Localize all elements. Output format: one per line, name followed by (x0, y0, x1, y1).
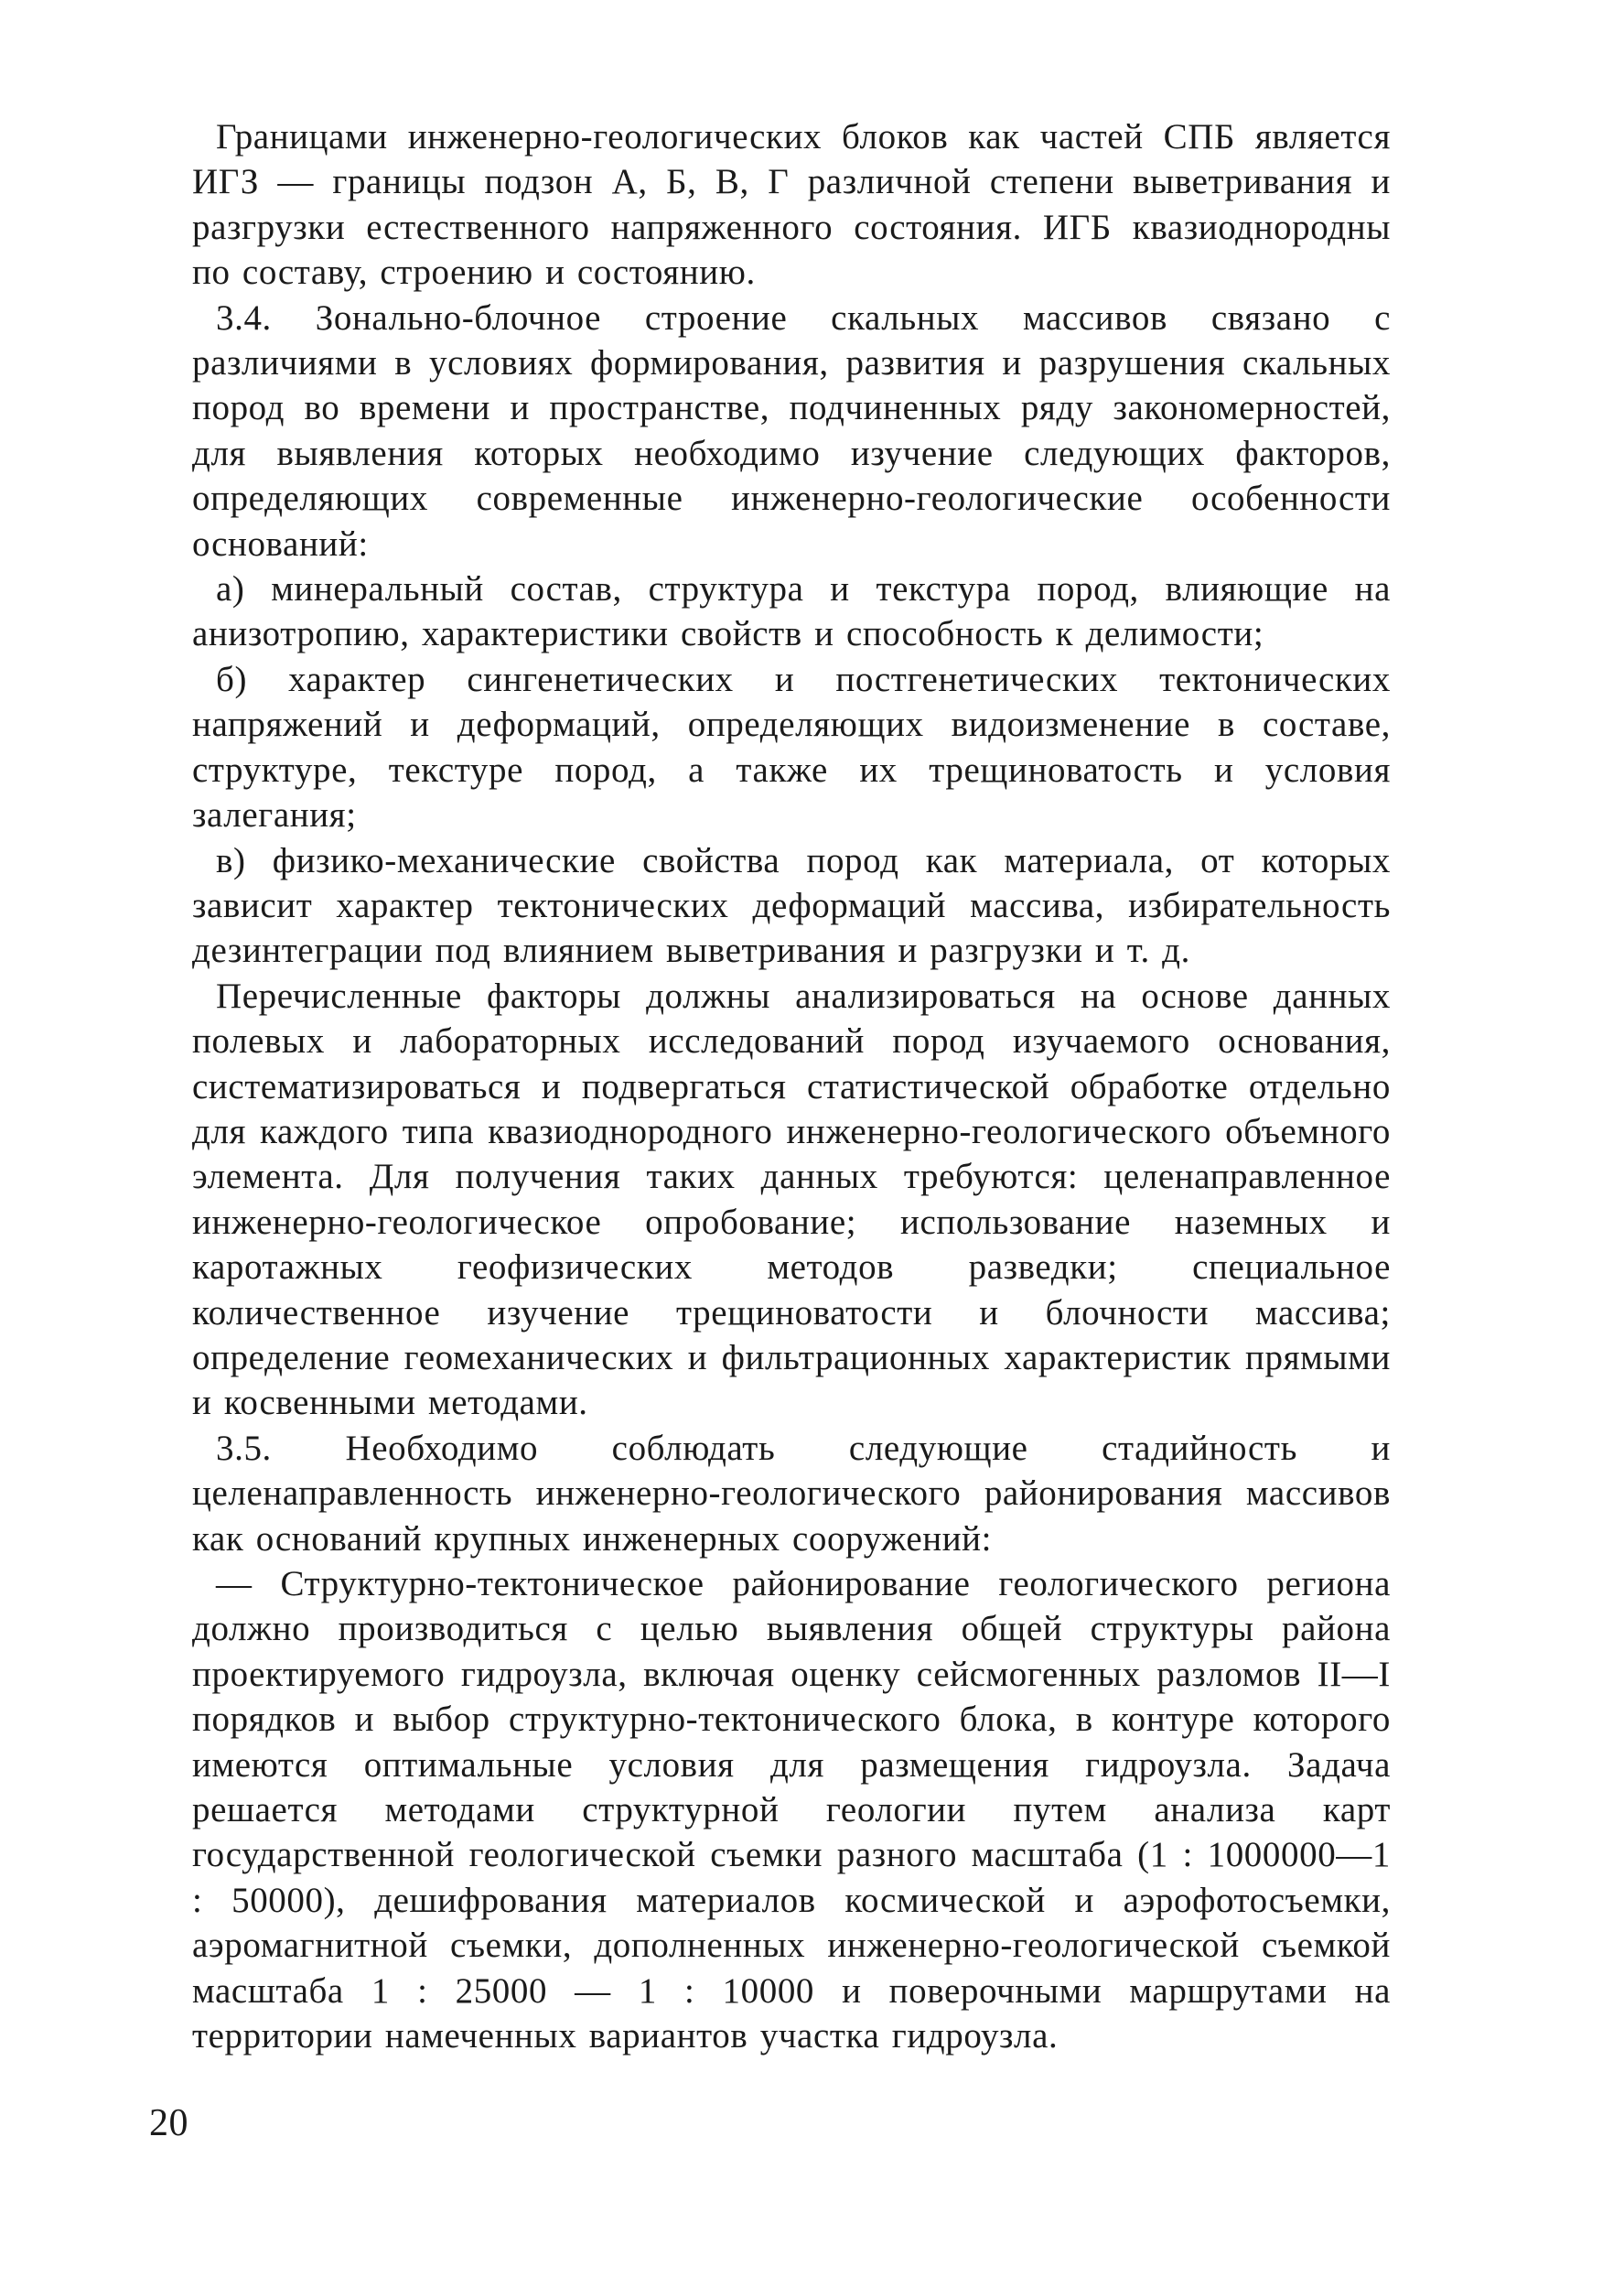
body-text (192, 114, 1391, 2058)
paragraph-3-4: 3.4. Зонально-блочное строение скальных массивов связано с различиями в условиях формирования, развития и разрушения скальных пород во времени и пространстве, подчиненных ряду закономерностей, для выявления которых необходимо изучение следующих факторов, определяющих современные инженерно-геологические особенности оснований: (192, 297, 1391, 564)
paragraph-igb-boundaries: Границами инженерно-геологических блоков как частей СПБ является ИГЗ — границы подзон А, Б, В, Г различной степени выветривания и разгрузки естественного напряженного состояния. ИГБ квазиоднородны по составу, строению и состоянию. (192, 117, 1391, 293)
paragraph-3-5: 3.5. Необходимо соблюдать следующие стадийность и целенаправленность инженерно-геологического районирования массивов как оснований крупных инженерных сооружений: (192, 1428, 1391, 1559)
paragraph-factors: Перечисленные факторы должны анализироваться на основе данных полевых и лабораторных исследований пород изучаемого основания, систематизироваться и подвергаться статистической обработке отдельно для каждого типа квазиоднородного инженерно-геологического объемного элемента. Для получения таких данных требуются: целенаправленное инженерно-геологическое опробование; использование наземных и каротажных геофизических методов разведки; специальное количественное изучение трещиноватости и блочности массива; определение геомеханических и фильтрационных характеристик прямыми и косвенными методами. (192, 976, 1391, 1423)
paragraph-structural-zoning: — Структурно-тектоническое районирование геологического региона должно производиться с целью выявления общей структуры района проектируемого гидроузла, включая оценку сейсмогенных разломов II—I порядков и выбор структурно-тектонического блока, в контуре которого имеются оптимальные условия для размещения гидроузла. Задача решается методами структурной геологии путем анализа карт государственной геологической съемки разного масштаба (1 : 1000000—1 : 50000), дешифрования материалов космической и аэрофотосъемки, аэромагнитной съемки, дополненных инженерно-геологической съемкой масштаба 1 : 25000 — 1 : 10000 и поверочными маршрутами на территории намеченных вариантов участка гидроузла. (192, 1564, 1391, 2056)
list-item-a: а) минеральный состав, структура и текстура пород, влияющие на анизотропию, характеристики свойств и способность к делимости; (192, 569, 1391, 654)
page-number: 20 (149, 2102, 188, 2144)
list-item-v: в) физико-механические свойства пород как материала, от которых зависит характер тектонических деформаций массива, избирательность дезинтеграции под влиянием выветривания и разгрузки и т. д. (192, 840, 1391, 971)
list-item-b: б) характер сингенетических и постгенетических тектонических напряжений и деформаций, определяющих видоизменение в составе, структуре, текстуре пород, а также их трещиноватость и условия залегания; (192, 659, 1391, 836)
